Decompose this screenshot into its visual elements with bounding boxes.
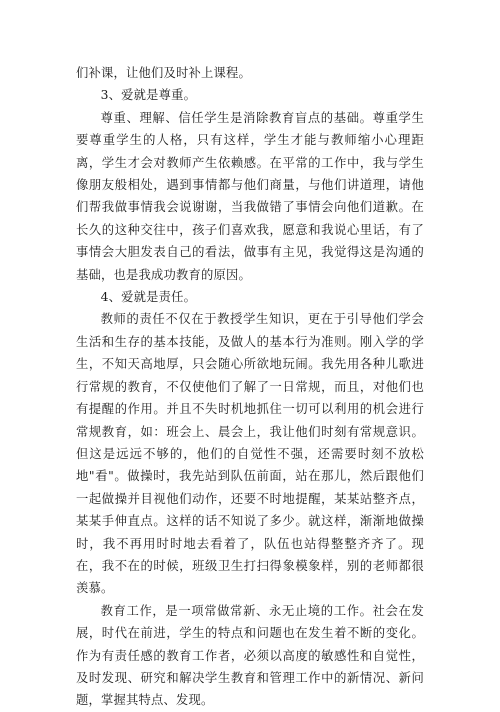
paragraph-responsibility: 教师的责任不仅在于教授学生知识，更在于引导他们学会生活和生存的基本技能，及做人的基本行为准则。刚入学的学生，不知天高地厚，只会随心所欲地玩闹。我先用各种儿歌进行常规的教育，不仅使他们了解了一日常规，而且，对他们也有提醒的作用。并且不失时机地抓住一切可以利用的机会进行常规教育，如：班会上、晨会上，我让他们时刻有常规意识。但这是远远不够的，他们的自觉性不强，还需要时刻不放松地"看"。做操时，我先站到队伍前面，站在那儿，然后跟他们一起做操并目视他们动作，还要不时地提醒，某某站整齐点，某某手伸直点。这样的话不知说了多少。就这样，渐渐地做操时，我不再用时时地去看着了，队伍也站得整整齐齐了。现在，我不在的时候，班级卫生打扫得象模象样，别的老师都很羡慕。 xyxy=(76,312,424,596)
paragraph-respect: 尊重、理解、信任学生是消除教育盲点的基础。尊重学生要尊重学生的人格，只有这样，学生才能与教师缩小心理距离，学生才会对教师产生依赖感。在平常的工作中，我与学生像朋友般相处，遇到事情都与他们商量，与他们讲道理，请他们帮我做事情我会说谢谢，当我做错了事情会向他们道歉。在长久的这种交往中，孩子们喜欢我，愿意和我说心里话，有了事情会大胆发表自己的看法，做事有主见，我觉得这是沟通的基础，也是我成功教育的原因。 xyxy=(76,110,424,282)
paragraph-continuation: 们补课，让他们及时补上课程。 xyxy=(76,66,251,80)
paragraph-conclusion: 教育工作，是一项常做常新、永无止境的工作。社会在发展，时代在前进，学生的特点和问题也在发生着不断的变化。作为有责任感的教育工作者，必须以高度的敏感性和自觉性，及时发现、研究和解决学生教育和管理工作中的新情况、新问题，掌握其特点、发现。 xyxy=(76,603,424,708)
section-heading-respect: 3、爱就是尊重。 xyxy=(100,88,197,103)
section-heading-responsibility: 4、爱就是责任。 xyxy=(100,290,197,305)
document-page xyxy=(76,62,424,712)
